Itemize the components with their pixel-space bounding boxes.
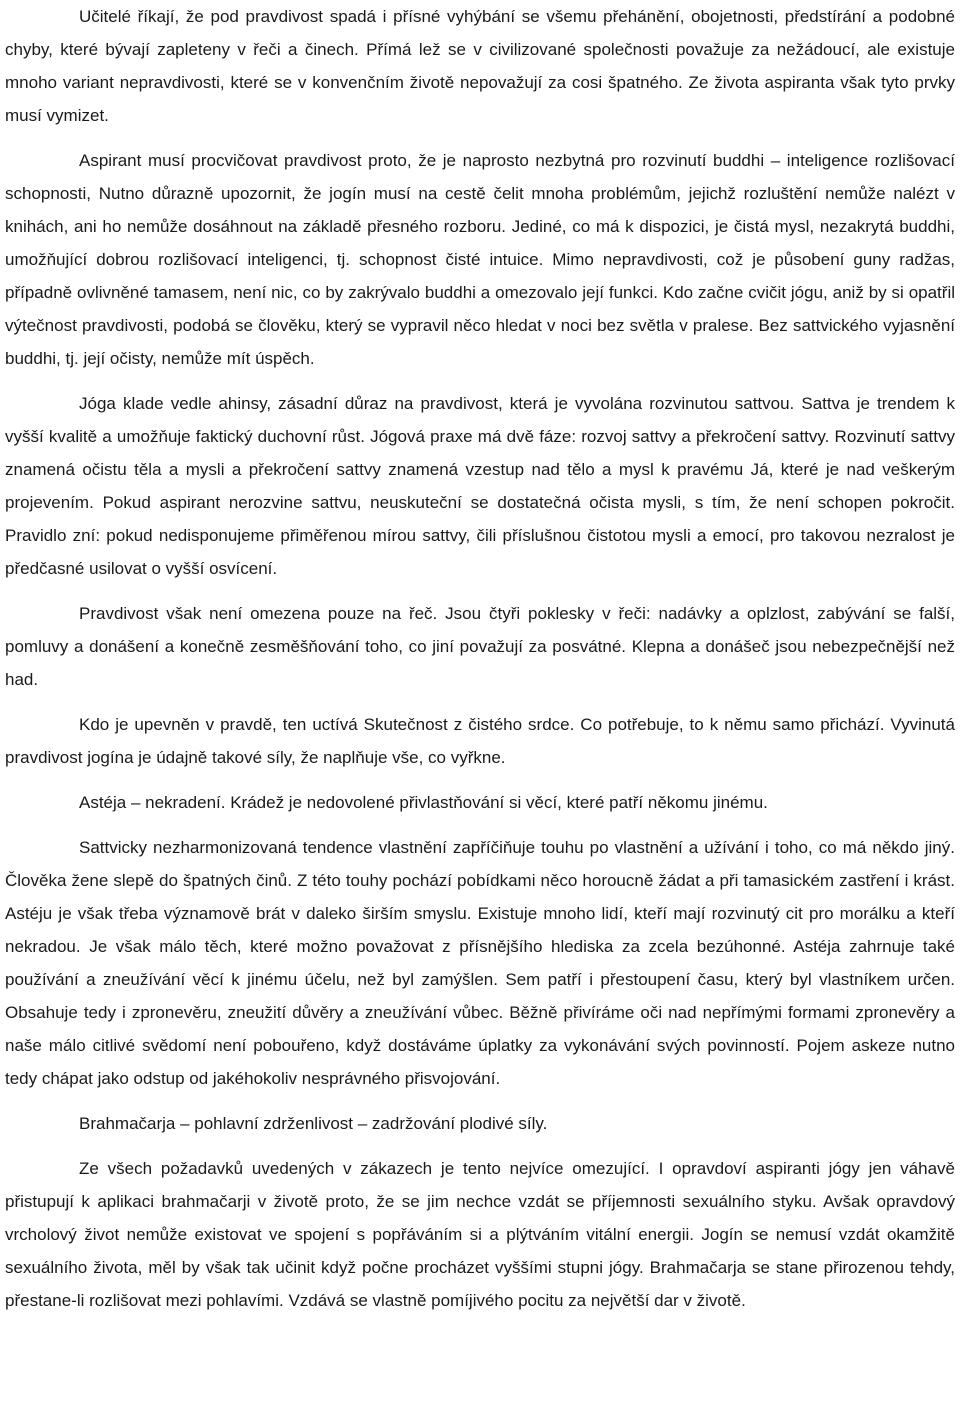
paragraph-brahmacharya-heading: Brahmačarja – pohlavní zdrženlivost – zadržování plodivé síly. [79,1114,548,1133]
paragraph-speech: Pravdivost však není omezena pouze na řeč. Jsou čtyři poklesky v řeči: nadávky a oplzlost, zabývání se falší, pomluvy a donášení a konečně zesměšňování toho, co jiní považují za posvátné. Klepna a donášeč jsou nebezpečnější než had. [5,604,955,689]
paragraph-asteya-heading: Astéja – nekradení. Krádež je nedovolené přivlastňování si věcí, které patří někomu jinému. [79,793,768,812]
paragraph-truthfulness-buddhi: Aspirant musí procvičovat pravdivost proto, že je naprosto nezbytná pro rozvinutí buddhi – inteligence rozlišovací schopnosti, Nutno důrazně upozornit, že jogín musí na cestě čelit mnoha problémům, jejichž rozluštění nemůže nalézt v knihách, ani ho nemůže dosáhnout na základě přesného rozboru. Jediné, co má k dispozici, je čistá mysl, nezakrytá buddhi, umožňující dobrou rozlišovací inteligenci, tj. schopnost čisté intuice. Mimo nepravdivosti, což je působení guny radžas, případně ovlivněné tamasem, není nic, co by zakrývalo buddhi a omezovalo její funkci. Kdo začne cvičit jógu, aniž by si opatřil výtečnost pravdivosti, podobá se člověku, který se vypravil něco hledat v noci bez světla v pralese. Bez sattvického vyjasnění buddhi, tj. její očisty, nemůže mít úspěch. [5,151,955,368]
paragraph-asteya: Sattvicky nezharmonizovaná tendence vlastnění zapříčiňuje touhu po vlastnění a užívání i toho, co má někdo jiný. Člověka žene slepě do špatných činů. Z této touhy pochází pobídkami něco horoucně žádat a při tamasickém zastření i krást. Astéju je však třeba významově brát v daleko širším smyslu. Existuje mnoho lidí, kteří mají rozvinutý cit pro morálku a kteří nekradou. Je však málo těch, které možno považovat z přísnějšího hlediska za zcela bezúhonné. Astéja zahrnuje také používání a zneužívání věcí k jinému účelu, než byl zamýšlen. Sem patří i přestoupení času, který byl vlastníkem určen. Obsahuje tedy i zpronevěru, zneužití důvěry a zneužívání vůbec. Běžně přivíráme oči nad nepřímými formami zpronevěry a naše málo citlivé svědomí není pobouřeno, když dostáváme úplatky za vykonávání svých povinností. Pojem askeze nutno tedy chápat jako odstup od jakéhokoliv nesprávného přisvojování. [5,838,955,1088]
document-page [5,0,955,1317]
paragraph-truth-established: Kdo je upevněn v pravdě, ten uctívá Skutečnost z čistého srdce. Co potřebuje, to k němu samo přichází. Vyvinutá pravdivost jogína je údajně takové síly, že naplňuje vše, co vyřkne. [5,715,955,767]
paragraph-sattva: Jóga klade vedle ahinsy, zásadní důraz na pravdivost, která je vyvolána rozvinutou sattvou. Sattva je trendem k vyšší kvalitě a umožňuje faktický duchovní růst. Jógová praxe má dvě fáze: rozvoj sattvy a překročení sattvy. Rozvinutí sattvy znamená očistu těla a mysli a překročení sattvy znamená vzestup nad tělo a mysl k pravému Já, které je nad veškerým projevením. Pokud aspirant nerozvine sattvu, neuskuteční se dostatečná očista mysli, s tím, že není schopen pokročit. Pravidlo zní: pokud nedisponujeme přiměřenou mírou sattvy, čili příslušnou čistotou mysli a emocí, pro takovou nezralost je předčasné usilovat o vyšší osvícení. [5,394,955,578]
paragraph-truthfulness-intro: Učitelé říkají, že pod pravdivost spadá i přísné vyhýbání se všemu přehánění, obojetnosti, předstírání a podobné chyby, které bývají zapleteny v řeči a činech. Přímá lež se v civilizované společnosti považuje za nežádoucí, ale existuje mnoho variant nepravdivosti, které se v konvenčním životě nepovažují za cosi špatného. Ze života aspiranta však tyto prvky musí vymizet. [5,7,955,125]
paragraph-brahmacharya: Ze všech požadavků uvedených v zákazech je tento nejvíce omezující. I opravdoví aspiranti jógy jen váhavě přistupují k aplikaci brahmačarji v životě proto, že se jim nechce vzdát se příjemnosti sexuálního styku. Avšak opravdový vrcholový život nemůže existovat ve spojení s popřáváním si a plýtváním vitální energii. Jogín se nemusí vzdát okamžitě sexuálního života, měl by však tak učinit když počne procházet vyššími stupni jógy. Brahmačarja se stane přirozenou tehdy, přestane-li rozlišovat mezi pohlavími. Vzdává se vlastně pomíjivého pocitu za největší dar v životě. [5,1159,955,1310]
